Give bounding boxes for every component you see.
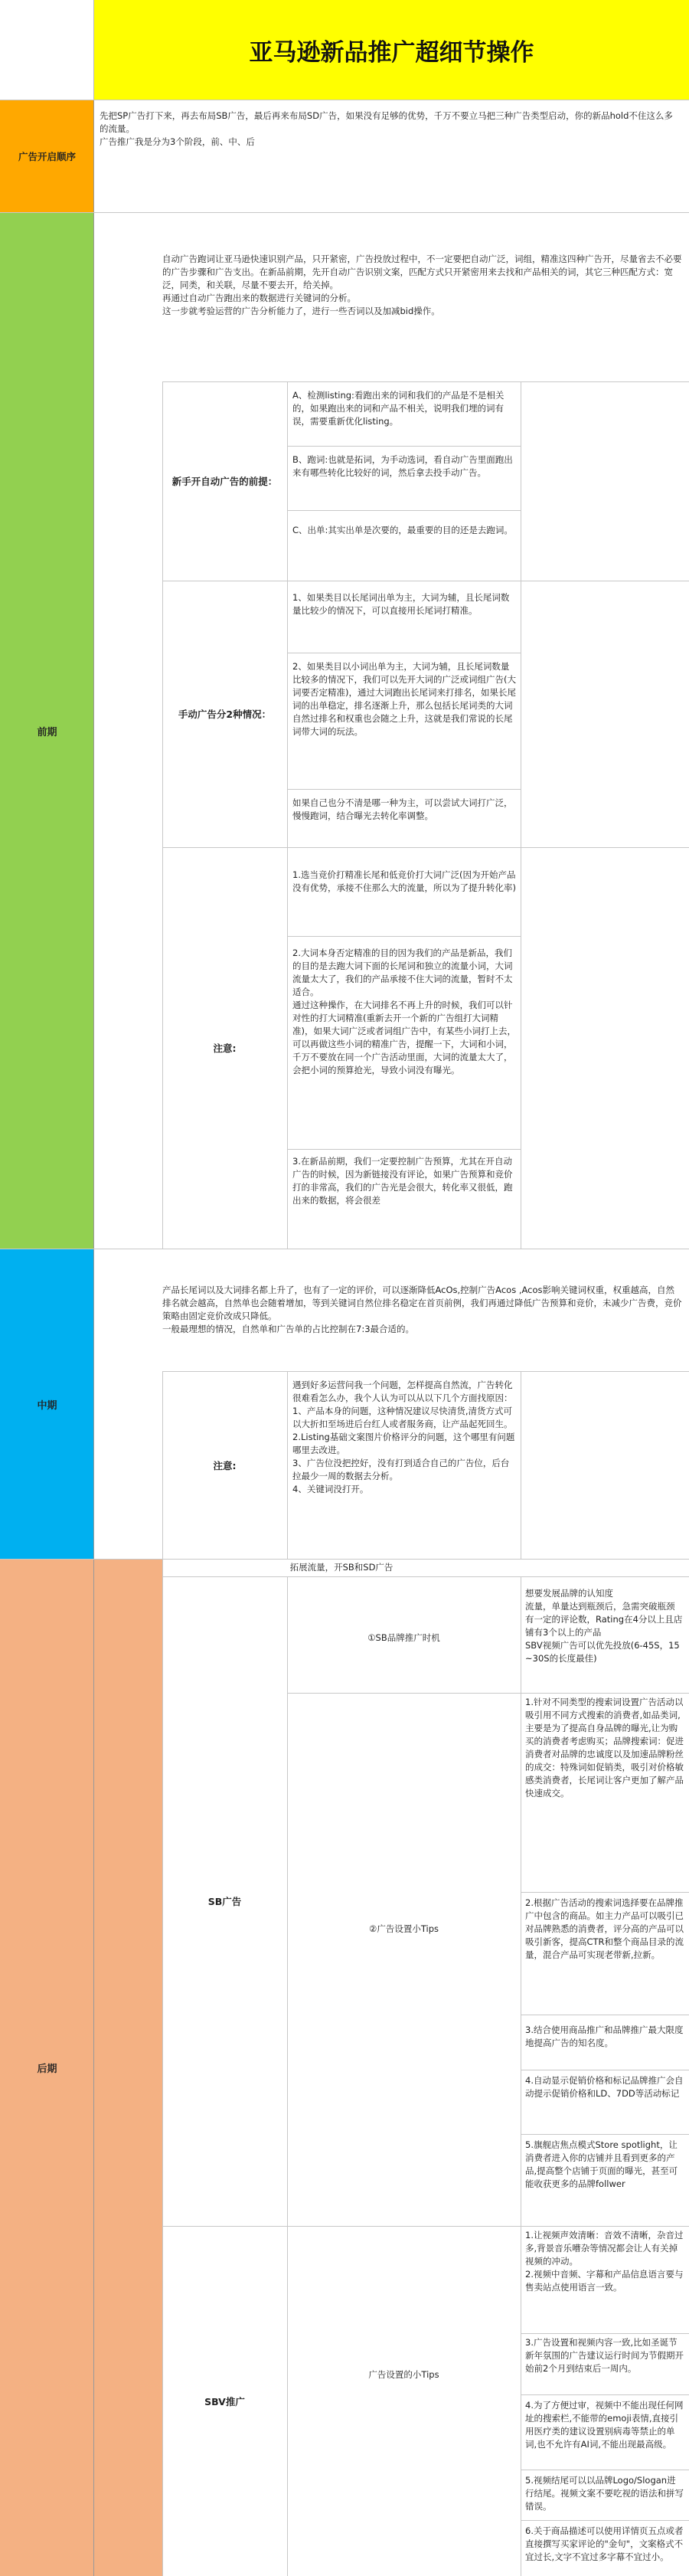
divider bbox=[521, 2134, 689, 2135]
mid-intro-text: 产品长尾词以及大词排名都上升了，也有了一定的评价，可以逐渐降低AcOs,控制广告Acos ,Acos影响关键词权重，权重越高，自然排名就会越高，自然单也会随着增加，等到关键词自然位排名稳定在首页前例，我们再通过降低广告预算和竞价，未减少广告费，竞价策略由固定竞价改成只降低。 一般最理想的情况，自然单和广告单的占比控制在7:3最合适的。 bbox=[162, 1285, 682, 1334]
divider bbox=[287, 1693, 689, 1694]
early-note-1: 1.选当竞价打精准长尾和低竞价打大词广泛(因为开始产品没有优势，承接不住那么大的流量，所以为了提升转化率) bbox=[292, 869, 516, 893]
sbv-label: SBV推广 bbox=[204, 2395, 245, 2407]
divider bbox=[521, 2520, 689, 2521]
divider bbox=[521, 2394, 689, 2395]
order-text: 先把SP广告打下来，再去布局SB广告，最后再来布局SD广告，如果没有足够的优势，千万不要立马把三种广告类型启动，你的新品hold不住这么多的流量。 广告推广我是分为3个阶段，前、中、后 bbox=[100, 110, 673, 147]
sbv-tip-1: 1.让视频声效清晰：音效不清晰，杂音过多,背景音乐嘈杂等情况都会让人有关掉视频的冲动。 2.视频中音频、字幕和产品信息语言要与售卖站点使用语言一致。 bbox=[525, 2230, 684, 2293]
sbv-tip-4: 5.视频结尾可以以品牌Logo/Slogan进行结尾。视频文案不要吃视的语法和拼写错误。 bbox=[525, 2475, 684, 2512]
early-section-label: 前期 bbox=[37, 726, 57, 738]
manual-item-1: 1、如果类目以长尾词出单为主，大词为辅，且长尾词数量比较少的情况下，可以直接用长尾词打精准。 bbox=[292, 592, 510, 616]
late-header: 拓展流量，开SB和SD广告 bbox=[289, 1562, 393, 1573]
divider bbox=[287, 789, 521, 790]
sb-tips-label: ②广告设置小Tips bbox=[369, 1923, 439, 1934]
sbv-tip-5: 6.关于商品描述可以使用详情页五点或者直接撰写买家评论的"金句"，文案格式不宜过长,文字不宜过多字幕不宜过小。 bbox=[525, 2525, 684, 2562]
sb-tip-5: 5.旗舰店焦点模式Store spotlight，让消费者进入你的店铺并且看到更多的产品,提高整个店铺于页面的曝光，甚至可能收获更多的品牌follwer bbox=[525, 2139, 678, 2189]
mid-notes-label: 注意: bbox=[213, 1459, 237, 1471]
sb-tip-1: 1.针对不同类型的搜索词设置广告活动以吸引用不同方式搜索的消费者,如品类词,主要是为了提高自身品牌的曝光,让为购买的消费者考虑购买；品牌搜索词：促进消费者对品牌的忠诚度以及加速品牌粉丝的成交：特殊词如促销类，吸引对价格敏感类消费者，长尾词让客户更加了解产品快速成交。 bbox=[525, 1697, 684, 1799]
sb-tip-4: 4.自动显示促销价格和标记品牌推广会自动提示促销价格和LD、7DD等活动标记 bbox=[525, 2075, 684, 2099]
divider bbox=[287, 510, 521, 511]
divider bbox=[287, 446, 521, 447]
divider bbox=[521, 1892, 689, 1893]
order-section-label: 广告开启顺序 bbox=[18, 151, 76, 162]
divider bbox=[287, 1149, 521, 1150]
divider bbox=[287, 381, 288, 1249]
auto-ad-label: 新手开自动广告的前提： bbox=[171, 476, 278, 487]
sb-tip-2: 2.根据广告活动的搜索词选择要在品牌推广中包含的商品。如主力产品可以吸引已对品牌熟悉的消费者，评分高的产品可以吸引新客，提高CTR和整个商品目录的流量，混合产品可实现老带新,拉新。 bbox=[525, 1897, 684, 1960]
divider bbox=[287, 1371, 288, 1559]
sb-label: SB广告 bbox=[207, 1896, 242, 1907]
sbv-tips-label: 广告设置的小Tips bbox=[368, 2369, 439, 2380]
early-notes-label: 注意: bbox=[213, 1043, 237, 1054]
auto-item-a: A、检测listing:看跑出来的词和我们的产品是不是相关的，如果跑出来的词和产品不相关，说明我们埋的词有误，需要重新优化listing。 bbox=[292, 390, 505, 427]
early-intro-text: 自动广告跑词让亚马逊快速识别产品，只开紧密，广告投放过程中，不一定要把自动广泛，词组，精准这四种广告开，尽量省去不必要的广告步骤和广告支出。在新品前期，先开自动广告识别文案，匹配方式只开紧密用来去找和产品相关的词，其它三种匹配方式：宽泛，同类，和关联，尽量不要去开，给关掉。 再通过自动广告跑出来的数据进行关键词的分析。 这一步就考验运营的广告分析能力了，进行一些否词以及加减bid操作。 bbox=[162, 254, 682, 316]
sb-timing-text: 想要发展品牌的认知度 流量，单量达到瓶颈后，急需突破瓶颈 有一定的评论数，Rating在4分以上且店铺有3个以上的产品 SBV视频广告可以优先投放(6-45S，15~30S的长度最佳) bbox=[525, 1588, 683, 1664]
sb-tip-3: 3.结合使用商品推广和品牌推广最大限度地提高广告的知名度。 bbox=[525, 2024, 684, 2048]
auto-item-c: C、出单:其实出单是次要的，最重要的目的还是去跑词。 bbox=[292, 525, 513, 535]
late-section-label: 后期 bbox=[37, 2064, 57, 2075]
mid-section-label: 中期 bbox=[37, 1399, 57, 1412]
early-note-2: 2.大词本身否定精准的目的因为我们的产品是新品，我们的目的是去跑大词下面的长尾词和独立的流量小词，大词流量太大了，我们的产品承接不住大词的流量，暂时不太适合。 通过这种操作，在大词排名不再上升的时候，我们可以针对性的打大词精准(重新去开一个新的广告组打大词精准)，如果大词广泛或者词组广告中，有某些小词打上去，可以再做这些小词的精准广告，提醒一下，大词和小词，千万不要放在同一个广告活动里面，大词的流量太大了，会把小词的预算抢光，导致小词没有曝光。 bbox=[292, 948, 516, 1075]
manual-ad-label: 手动广告分2种情况： bbox=[178, 709, 272, 720]
divider bbox=[287, 1576, 288, 2576]
divider bbox=[0, 212, 689, 213]
manual-item-2: 2、如果类目以小词出单为主，大词为辅，且长尾词数量比较多的情况下，我们可以先开大词的广泛或词组广告(大词要否定精准)，通过大词跑出长尾词来打排名，如果长尾词的出单稳定，排名逐渐上升，那么包括长尾词类的大词自然过排名和权重也会随之上升，这就是我们常说的长尾词带大词的玩法。 bbox=[292, 661, 516, 737]
sb-timing-label: ①SB品牌推广时机 bbox=[367, 1632, 440, 1643]
title-left-cell bbox=[0, 0, 94, 100]
late-sub-bar bbox=[94, 1560, 162, 2576]
divider bbox=[521, 2333, 689, 2334]
early-note-3: 3.在新品前期，我们一定要控制广告预算，尤其在开自动广告的时候，因为新链接没有评论，如果广告预算和竞价打的非常高，我们的广告光是会很大，转化率又很低，跑出来的数据，将会很差 bbox=[292, 1156, 513, 1206]
auto-item-b: B、跑词:也就是拓词，为手动选词，看自动广告里面跑出来有哪些转化比较好的词，然后拿去投手动广告。 bbox=[292, 454, 513, 478]
sbv-tip-2: 3.广告设置和视频内容一致,比如圣诞节新年氛围的广告建议运行时间为节假期开始前2个月到结束后一周内。 bbox=[525, 2337, 684, 2374]
page-title: 亚马逊新品推广超细节操作 bbox=[94, 0, 689, 100]
mid-notes-text: 遇到好多运营问我一个问题，怎样提高自然流，广告转化很难看怎么办，我个人认为可以从以下几个方面找原因： 1、产品本身的问题，这种情况建议尽快清货,清货方式可以大折扣至场进后台红人或者服务商，让产品起死回生。 2.Listing基础文案图片价格评分的问题，这个哪里有问题哪里去改进。 3、广告位没把控好，没有打到适合自己的广告位，后台拉最少一周的数据去分析。 4、关键词没打开。 bbox=[292, 1380, 515, 1494]
manual-item-3: 如果自己也分不清是哪一种为主，可以尝试大词打广泛，慢慢跑词，结合曝光去转化率调整。 bbox=[292, 797, 513, 821]
sbv-tip-3: 4.为了方便过审，视频中不能出现任何网址的搜索栏,不能带的emoji表情,直接引用医疗类的建议设置别病毒等禁止的单词,也不允许有AI词,不能出现最高级。 bbox=[525, 2400, 684, 2450]
divider bbox=[287, 936, 521, 937]
